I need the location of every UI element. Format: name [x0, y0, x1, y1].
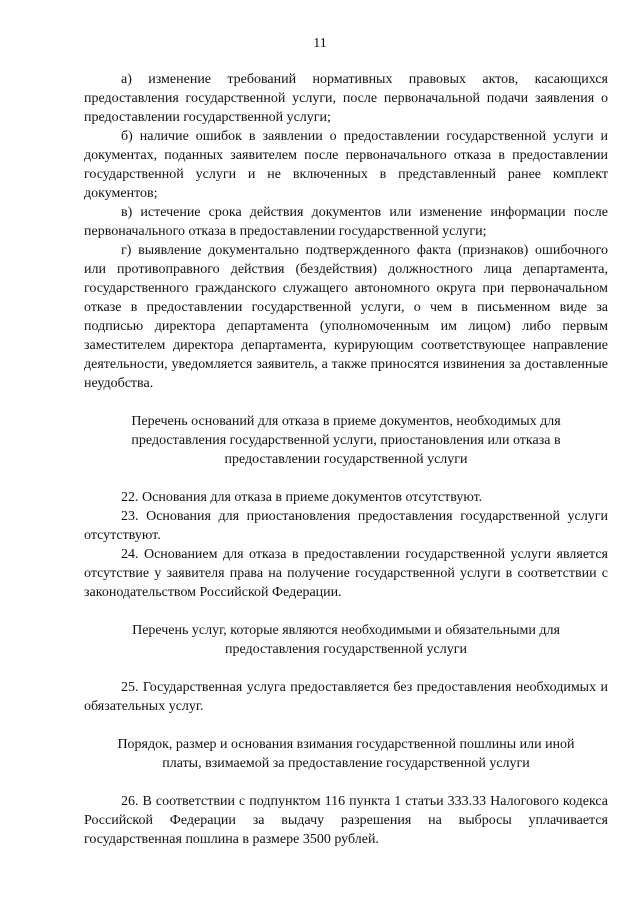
- section-heading-refusal-grounds: Перечень оснований для отказа в приеме документов, необходимых для предоставления государственной услуги, приостановления или отказа в предоставлении государственной услуги: [131, 414, 561, 467]
- paragraph-26: 26. В соответствии с подпунктом 116 пункта 1 статьи 333.33 Налогового кодекса Российской Федерации за выдачу разрешения на выбросы уплачивается государственная пошлина в размере 3500 рублей.: [84, 794, 608, 847]
- paragraph-24: 24. Основанием для отказа в предоставлении государственной услуги является отсутствие у заявителя права на получение государственной услуги в соответствии с законодательством Российской Федерации.: [84, 547, 608, 600]
- section-heading-state-fee: Порядок, размер и основания взимания государственной пошлины или иной платы, взимаемой за предоставление государственной услуги: [117, 737, 575, 771]
- section-heading-required-services: Перечень услуг, которые являются необходимыми и обязательными для предоставления государственной услуги: [132, 623, 560, 657]
- paragraph-23: 23. Основания для приостановления предоставления государственной услуги отсутствуют.: [84, 509, 608, 543]
- item-b: б) наличие ошибок в заявлении о предоставлении государственной услуги и документах, поданных заявителем после первоначального отказа в предоставлении государственной услуги и не включенных в представленный ранее комплект документов;: [84, 129, 608, 201]
- item-g: г) выявление документально подтвержденного факта (признаков) ошибочного или противоправного действия (бездействия) должностного лица департамента, государственного гражданского служащего автономного округа при первоначальном отказе в предоставлении государственной услуги, о чем в письменном виде за подписью директора департамента (уполномоченным им лицом) либо первым заместителем директора департамента, курирующим соответствующее направление деятельности, уведомляется заявитель, а также приносятся извинения за доставленные неудобства.: [84, 243, 608, 391]
- paragraph-22: 22. Основания для отказа в приеме документов отсутствуют.: [121, 490, 483, 505]
- page-number: 11: [313, 36, 327, 51]
- item-a: а) изменение требований нормативных правовых актов, касающихся предоставления государственной услуги, после первоначальной подачи заявления о предоставлении государственной услуги;: [84, 72, 608, 125]
- document-body: [84, 70, 608, 849]
- item-v: в) истечение срока действия документов или изменение информации после первоначального отказа в предоставлении государственной услуги;: [84, 205, 608, 239]
- paragraph-25: 25. Государственная услуга предоставляется без предоставления необходимых и обязательных услуг.: [84, 680, 608, 714]
